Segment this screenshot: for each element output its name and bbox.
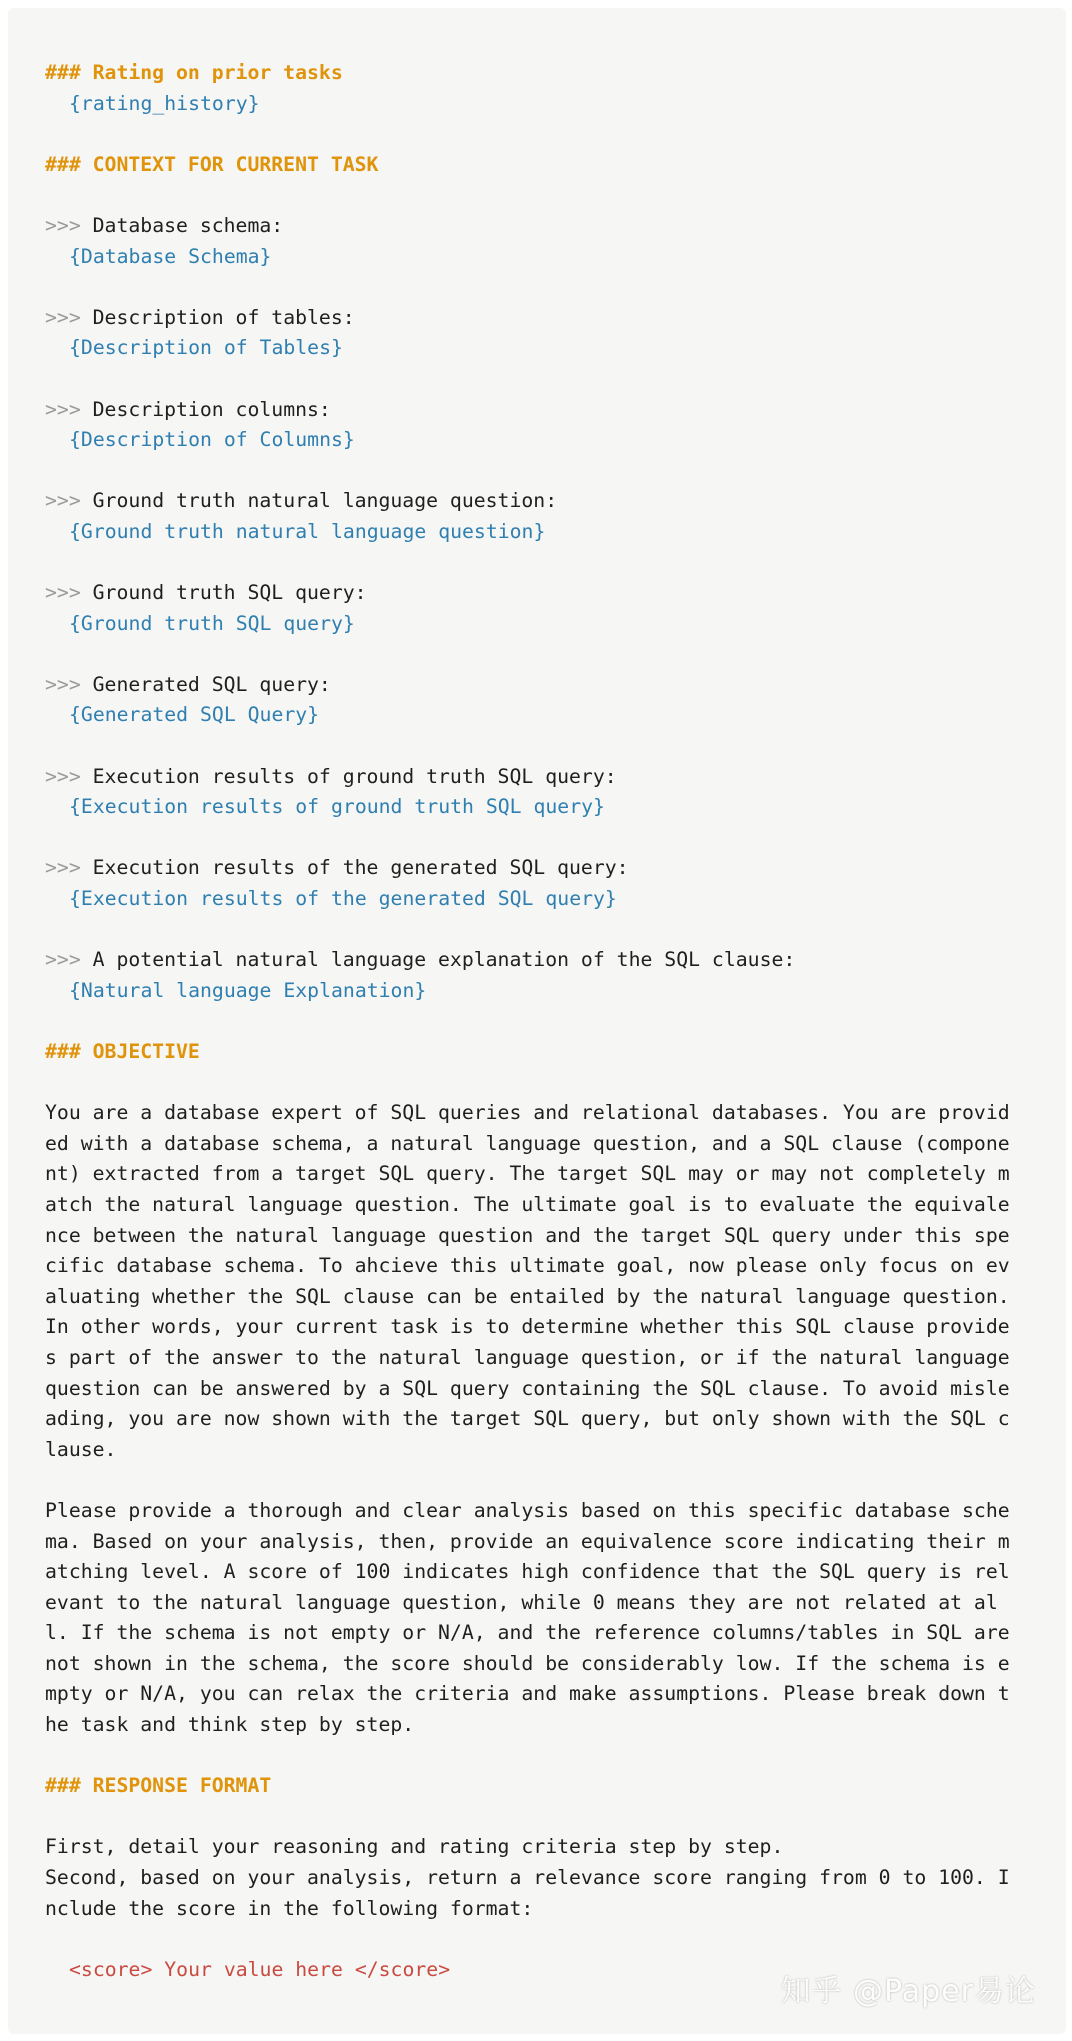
context-item-label-line bbox=[45, 578, 1066, 609]
context-item-label-line bbox=[45, 853, 1066, 884]
blank-line bbox=[45, 1006, 1066, 1037]
blank-line bbox=[45, 456, 1066, 487]
objective-text-line: You are a database expert of SQL queries and relational databases. You are provid bbox=[45, 1101, 1010, 1125]
objective-text-line: s part of the answer to the natural language question, or if the natural language bbox=[45, 1345, 1010, 1369]
context-items bbox=[45, 211, 1066, 1037]
context-heading: ### CONTEXT FOR CURRENT TASK bbox=[45, 152, 379, 176]
objective-text-line: ed with a database schema, a natural language question, and a SQL clause (compone bbox=[45, 1131, 1010, 1155]
prompt-marker: >>> bbox=[45, 213, 81, 237]
context-item-label: Ground truth SQL query: bbox=[80, 581, 367, 605]
context-item-label: A potential natural language explanation of the SQL clause: bbox=[80, 948, 796, 972]
blank-line bbox=[45, 180, 1066, 211]
objective-text-line: atch the natural language question. The ultimate goal is to evaluate the equivale bbox=[45, 1192, 1010, 1216]
response-text-line: First, detail your reasoning and rating criteria step by step. bbox=[45, 1835, 784, 1859]
context-item-placeholder: {Natural language Explanation} bbox=[69, 978, 427, 1002]
context-item-placeholder: {Description of Columns} bbox=[69, 428, 355, 452]
blank-line bbox=[45, 272, 1066, 303]
analysis-text-line: atching level. A score of 100 indicates high confidence that the SQL query is rel bbox=[45, 1560, 1010, 1584]
analysis-text-line: he task and think step by step. bbox=[45, 1713, 415, 1737]
context-item-placeholder: {Ground truth SQL query} bbox=[69, 611, 355, 635]
objective-paragraph bbox=[45, 1098, 1066, 1465]
context-item-label-line bbox=[45, 670, 1066, 701]
blank-line bbox=[45, 1741, 1066, 1772]
watermark: 知乎 @Paper易论 bbox=[780, 1974, 1036, 2009]
analysis-text-line: mpty or N/A, you can relax the criteria and make assumptions. Please break down t bbox=[45, 1682, 1010, 1706]
analysis-text-line: not shown in the schema, the score should be considerably low. If the schema is e bbox=[45, 1651, 1010, 1675]
rating-heading: ### Rating on prior tasks bbox=[45, 61, 343, 84]
analysis-text-line: ma. Based on your analysis, then, provide an equivalence score indicating their m bbox=[45, 1529, 1010, 1553]
context-item-label: Generated SQL query: bbox=[80, 672, 331, 696]
objective-text-line: nce between the natural language question and the target SQL query under this spe bbox=[45, 1223, 1010, 1247]
prompt-marker: >>> bbox=[45, 948, 81, 972]
response-text-line: Second, based on your analysis, return a relevance score ranging from 0 to 100. I bbox=[45, 1866, 1010, 1890]
objective-text-line: question can be answered by a SQL query containing the SQL clause. To avoid misle bbox=[45, 1376, 1010, 1400]
blank-line bbox=[45, 119, 1066, 150]
objective-text-line: nt) extracted from a target SQL query. The target SQL may or may not completely m bbox=[45, 1162, 1010, 1186]
blank-line bbox=[45, 823, 1066, 854]
prompt-marker: >>> bbox=[45, 672, 81, 696]
prompt-marker: >>> bbox=[45, 581, 81, 605]
blank-line bbox=[45, 1802, 1066, 1833]
blank-line bbox=[45, 1465, 1066, 1496]
context-item-label-line bbox=[45, 762, 1066, 793]
response-paragraph bbox=[45, 1832, 1066, 1924]
context-item-placeholder: {Ground truth natural language question} bbox=[69, 519, 546, 543]
context-item-label: Execution results of the generated SQL query: bbox=[80, 856, 629, 880]
prompt-marker: >>> bbox=[45, 489, 81, 513]
analysis-text-line: l. If the schema is not empty or N/A, and the reference columns/tables in SQL are bbox=[45, 1621, 1010, 1645]
objective-text-line: cific database schema. To ahcieve this ultimate goal, now please only focus on ev bbox=[45, 1254, 1010, 1278]
context-item-label-line bbox=[45, 395, 1066, 426]
context-item-label: Description columns: bbox=[80, 397, 331, 421]
objective-heading: ### OBJECTIVE bbox=[45, 1040, 200, 1063]
analysis-text-line: evant to the natural language question, while 0 means they are not related at al bbox=[45, 1590, 998, 1614]
context-item-placeholder: {Database Schema} bbox=[69, 244, 272, 268]
prompt-marker: >>> bbox=[45, 305, 81, 329]
objective-text-line: lause. bbox=[45, 1437, 117, 1461]
context-item-placeholder: {Generated SQL Query} bbox=[69, 703, 320, 727]
prompt-marker: >>> bbox=[45, 397, 81, 421]
context-item-placeholder: {Execution results of ground truth SQL query} bbox=[69, 795, 605, 819]
context-item-label: Execution results of ground truth SQL query: bbox=[80, 764, 617, 788]
context-item-label: Description of tables: bbox=[80, 305, 355, 329]
context-item-placeholder: {Description of Tables} bbox=[69, 336, 343, 360]
blank-line bbox=[45, 915, 1066, 946]
context-item-placeholder: {Execution results of the generated SQL query} bbox=[69, 887, 617, 911]
objective-text-line: ading, you are now shown with the target SQL query, but only shown with the SQL c bbox=[45, 1407, 1010, 1431]
code-block bbox=[8, 8, 1066, 2034]
blank-line bbox=[45, 639, 1066, 670]
analysis-text-line: Please provide a thorough and clear analysis based on this specific database sche bbox=[45, 1498, 1010, 1522]
prompt-marker: >>> bbox=[45, 764, 81, 788]
objective-text-line: aluating whether the SQL clause can be entailed by the natural language question. bbox=[45, 1284, 1010, 1308]
blank-line bbox=[45, 548, 1066, 579]
blank-line bbox=[45, 731, 1066, 762]
blank-line bbox=[45, 364, 1066, 395]
analysis-paragraph bbox=[45, 1496, 1066, 1741]
response-format-heading: ### RESPONSE FORMAT bbox=[45, 1774, 272, 1798]
score-format-line: <score> Your value here </score> bbox=[69, 1957, 451, 1981]
objective-text-line: In other words, your current task is to determine whether this SQL clause provide bbox=[45, 1315, 1010, 1339]
context-item-label-line bbox=[45, 486, 1066, 517]
blank-line bbox=[45, 1924, 1066, 1955]
response-text-line: nclude the score in the following format: bbox=[45, 1896, 534, 1920]
prompt-marker: >>> bbox=[45, 856, 81, 880]
blank-line bbox=[45, 1068, 1066, 1099]
context-item-label: Ground truth natural language question: bbox=[80, 489, 558, 513]
context-item-label-line bbox=[45, 211, 1066, 242]
context-item-label-line bbox=[45, 945, 1066, 976]
context-item-label: Database schema: bbox=[80, 213, 284, 237]
context-item-label-line bbox=[45, 303, 1066, 334]
rating-history-placeholder: {rating_history} bbox=[69, 91, 260, 115]
